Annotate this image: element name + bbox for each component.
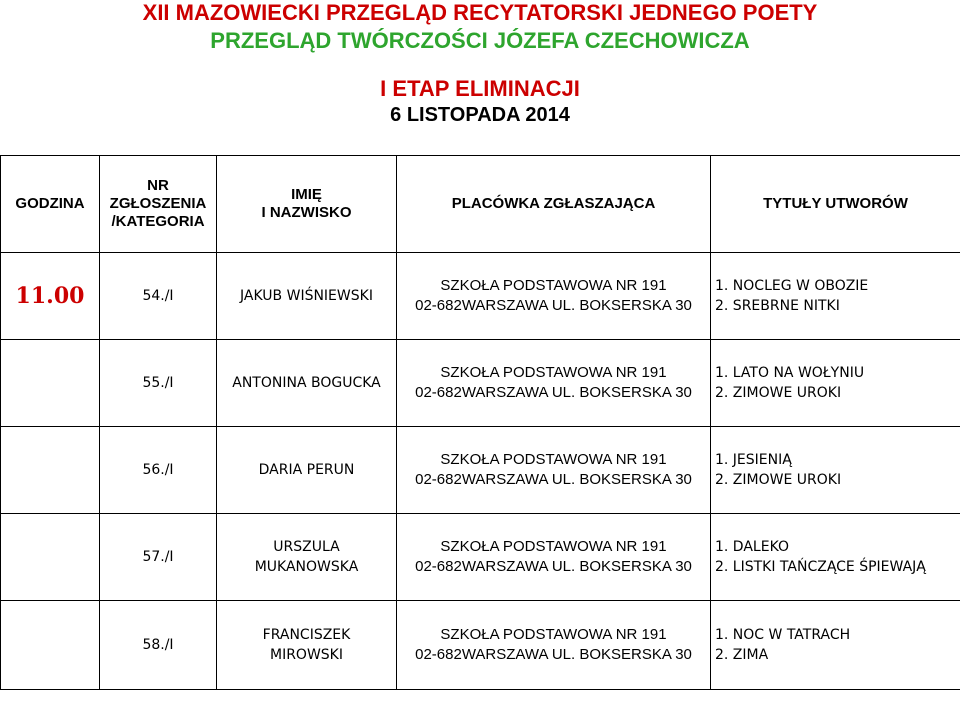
- time-cell: [1, 601, 100, 690]
- time-value: 11.00: [15, 283, 85, 309]
- work-title: 2. LISTKI TAŃCZĄCE ŚPIEWAJĄ: [715, 559, 926, 575]
- school-cell: [397, 514, 711, 601]
- stage-title: I ETAP ELIMINACJI: [380, 76, 580, 101]
- table-header-row: [1, 156, 960, 253]
- time-cell: [1, 253, 100, 340]
- name-cell: [217, 340, 397, 427]
- header-name: IMIĘ I NAZWISKO: [217, 156, 397, 253]
- header-time: GODZINA: [1, 156, 100, 253]
- work-title: 1. JESIENIĄ: [715, 452, 792, 468]
- name-cell: [217, 601, 397, 690]
- school-cell: [397, 340, 711, 427]
- school-name: SZKOŁA PODSTAWOWA NR 191: [440, 364, 667, 381]
- school-name: SZKOŁA PODSTAWOWA NR 191: [440, 451, 667, 468]
- event-date: 6 LISTOPADA 2014: [390, 104, 570, 126]
- works-cell: [711, 514, 960, 601]
- table-row: [1, 340, 960, 427]
- name-cell: [217, 253, 397, 340]
- name-cell: [217, 427, 397, 514]
- school-cell: [397, 427, 711, 514]
- header-works: TYTUŁY UTWORÓW: [711, 156, 960, 253]
- school-address: 02-682WARSZAWA UL. BOKSERSKA 30: [415, 646, 692, 663]
- school-address: 02-682WARSZAWA UL. BOKSERSKA 30: [415, 471, 692, 488]
- works-cell: [711, 340, 960, 427]
- participant-name: DARIA PERUN: [258, 462, 355, 478]
- participant-name: MIROWSKI: [270, 647, 343, 663]
- header-school: PLACÓWKA ZGŁASZAJĄCA: [397, 156, 711, 253]
- participant-name: FRANCISZEK: [262, 627, 351, 643]
- competition-subtitle: PRZEGLĄD TWÓRCZOŚCI JÓZEFA CZECHOWICZA: [210, 28, 750, 53]
- entry-number: 57./I: [142, 549, 174, 565]
- table-row: [1, 253, 960, 340]
- work-title: 2. ZIMOWE UROKI: [715, 472, 842, 488]
- school-address: 02-682WARSZAWA UL. BOKSERSKA 30: [415, 558, 692, 575]
- nr-cell: [100, 340, 217, 427]
- name-cell: [217, 514, 397, 601]
- works-cell: [711, 601, 960, 690]
- work-title: 2. SREBRNE NITKI: [715, 298, 840, 314]
- work-title: 1. NOCLEG W OBOZIE: [715, 278, 869, 294]
- school-cell: [397, 601, 711, 690]
- works-cell: [711, 253, 960, 340]
- schedule-table: [0, 155, 960, 690]
- entry-number: 58./I: [142, 637, 174, 653]
- school-name: SZKOŁA PODSTAWOWA NR 191: [440, 626, 667, 643]
- work-title: 1. LATO NA WOŁYNIU: [715, 365, 865, 381]
- nr-cell: [100, 601, 217, 690]
- participant-name: ANTONINA BOGUCKA: [232, 375, 381, 391]
- nr-cell: [100, 514, 217, 601]
- school-address: 02-682WARSZAWA UL. BOKSERSKA 30: [415, 384, 692, 401]
- table-row: [1, 514, 960, 601]
- school-name: SZKOŁA PODSTAWOWA NR 191: [440, 538, 667, 555]
- school-name: SZKOŁA PODSTAWOWA NR 191: [440, 277, 667, 294]
- nr-cell: [100, 427, 217, 514]
- header-nr: NR ZGŁOSZENIA /KATEGORIA: [100, 156, 217, 253]
- table-row: [1, 601, 960, 690]
- work-title: 1. NOC W TATRACH: [715, 627, 851, 643]
- work-title: 2. ZIMOWE UROKI: [715, 385, 842, 401]
- entry-number: 56./I: [142, 462, 174, 478]
- time-cell: [1, 514, 100, 601]
- entry-number: 54./I: [142, 288, 174, 304]
- competition-title: XII MAZOWIECKI PRZEGLĄD RECYTATORSKI JEDNEGO POETY: [142, 0, 818, 25]
- work-title: 1. DALEKO: [715, 539, 789, 555]
- time-cell: [1, 427, 100, 514]
- time-cell: [1, 340, 100, 427]
- table-row: [1, 427, 960, 514]
- works-cell: [711, 427, 960, 514]
- entry-number: 55./I: [142, 375, 174, 391]
- school-address: 02-682WARSZAWA UL. BOKSERSKA 30: [415, 297, 692, 314]
- participant-name: URSZULA: [273, 539, 340, 555]
- work-title: 2. ZIMA: [715, 647, 769, 663]
- participant-name: JAKUB WIŚNIEWSKI: [240, 288, 373, 304]
- school-cell: [397, 253, 711, 340]
- participant-name: MUKANOWSKA: [254, 559, 359, 575]
- nr-cell: [100, 253, 217, 340]
